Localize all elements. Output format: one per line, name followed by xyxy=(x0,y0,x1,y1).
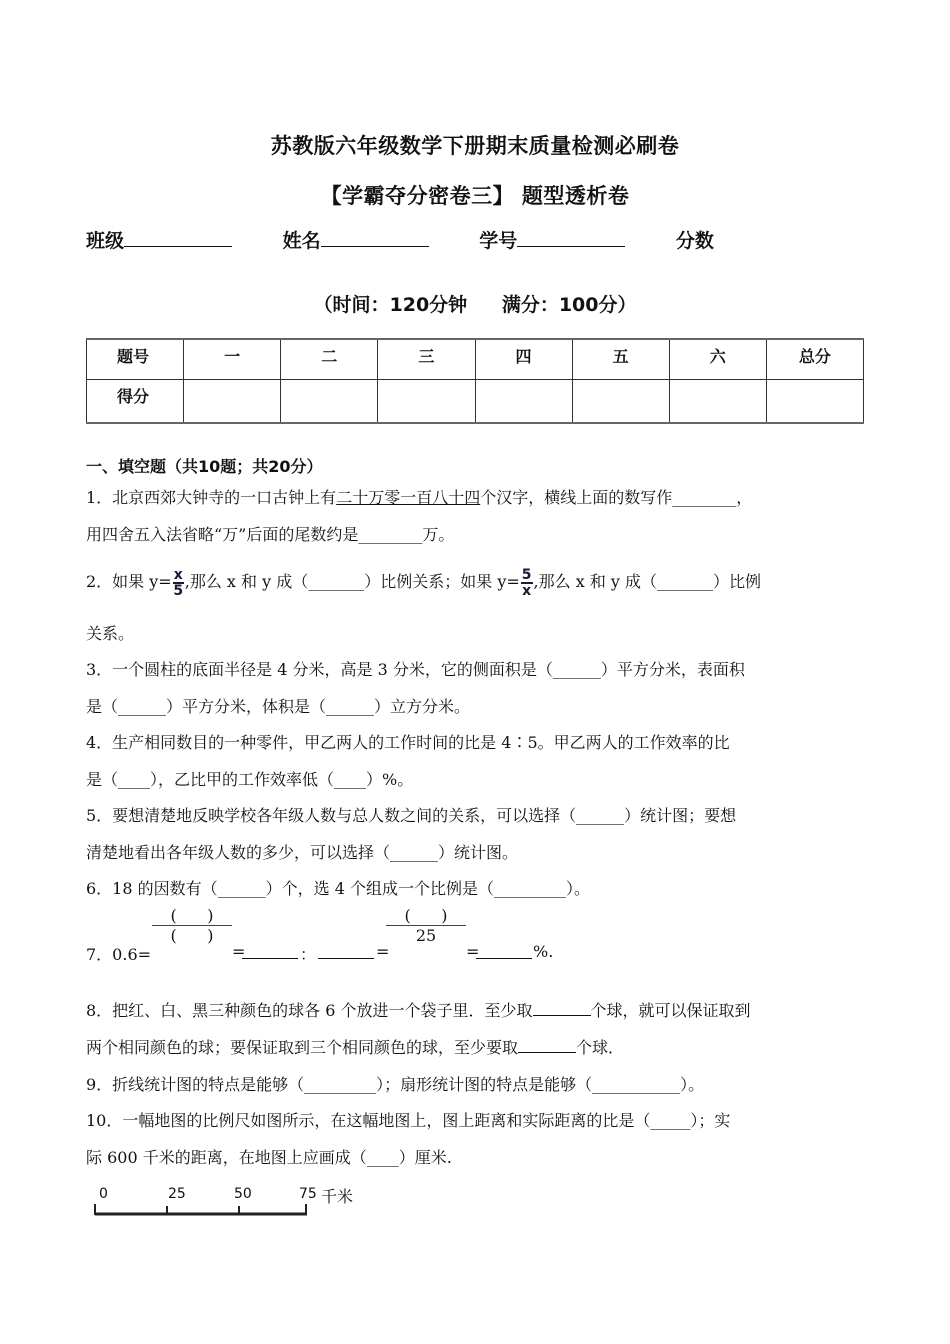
header-cell: 四 xyxy=(475,339,572,379)
question-10-line-2: 际 600 千米的距离，在地图上应画成（____）厘米. xyxy=(86,1148,452,1167)
q7-ratio-blank-2[interactable] xyxy=(318,944,374,959)
question-7-prefix: 7．0.6= xyxy=(86,945,152,964)
fraction-denominator: 5 xyxy=(173,582,184,599)
q8-blank-1[interactable] xyxy=(533,1001,591,1016)
score-table xyxy=(86,338,864,424)
q8-blank-2[interactable] xyxy=(518,1038,576,1053)
score-cell[interactable] xyxy=(766,379,863,423)
q1-text-2: 个汉字，横线上面的数写作________， xyxy=(480,488,753,507)
question-1-line-1 xyxy=(86,479,876,516)
header-cell: 一 xyxy=(184,339,281,379)
header-cell: 六 xyxy=(669,339,766,379)
fraction-x-over-5 xyxy=(173,568,184,598)
q7-frac2-denominator: 25 xyxy=(386,925,466,945)
fraction-denominator: x xyxy=(522,582,532,599)
scale-tick-25: 25 xyxy=(168,1186,186,1202)
fraction-5-over-x xyxy=(521,568,533,598)
q1-underlined-number: 二十万零一百八十四 xyxy=(336,488,481,507)
class-blank[interactable] xyxy=(124,228,232,247)
q7-frac1-denominator[interactable]: ( ) xyxy=(152,925,232,945)
score-row-label: 得分 xyxy=(87,379,184,423)
class-label: 班级 xyxy=(86,230,125,252)
question-5-line-2: 清楚地看出各年级人数的多少，可以选择（______）统计图。 xyxy=(86,843,519,862)
question-6-line-1: 6．18 的因数有（______）个，选 4 个组成一个比例是（_________）。 xyxy=(86,879,590,898)
question-5-line-1: 5．要想清楚地反映学校各年级人数与总人数之间的关系，可以选择（______）统计图；要想 xyxy=(86,806,737,825)
question-8-line-1 xyxy=(86,992,876,1029)
name-label: 姓名 xyxy=(282,230,321,252)
name-field[interactable] xyxy=(283,226,429,253)
class-field[interactable] xyxy=(86,226,232,253)
scale-tick-0: 0 xyxy=(99,1186,108,1202)
q7-fraction-1 xyxy=(152,906,232,945)
q7-ratio-blank-1[interactable] xyxy=(242,944,298,959)
fraction-numerator: x xyxy=(173,566,183,583)
time-limit: （时间：120分钟 xyxy=(313,294,468,316)
q1-text: 1．北京西郊大钟寺的一口古钟上有 xyxy=(86,488,337,507)
question-2-line-1 xyxy=(86,563,876,600)
fraction-numerator: 5 xyxy=(521,566,532,583)
exam-time-info xyxy=(0,290,950,317)
score-table-header-row xyxy=(87,339,864,379)
student-id-label: 学号 xyxy=(479,230,518,252)
q2-text-3: ,那么 x 和 y 成（_______）比例 xyxy=(533,572,762,591)
scale-tick-50: 50 xyxy=(234,1186,252,1202)
score-table-score-row xyxy=(87,379,864,423)
q8-text-4: 个球． xyxy=(576,1038,625,1057)
score-cell[interactable] xyxy=(378,379,475,423)
full-score: 满分：100分） xyxy=(501,294,637,316)
question-3-line-1: 3．一个圆柱的底面半径是 4 分米，高是 3 分米，它的侧面积是（______）平方分米，表面积 xyxy=(86,660,745,679)
question-9-line-1: 9．折线统计图的特点是能够（_________）；扇形统计图的特点是能够（___________）。 xyxy=(86,1075,705,1094)
question-3-line-2: 是（______）平方分米，体积是（______）立方分米。 xyxy=(86,697,471,716)
document-subtitle: 【学霸夺分密卷三】 题型透析卷 xyxy=(320,184,630,208)
header-cell: 总分 xyxy=(766,339,863,379)
question-2-line-2: 关系。 xyxy=(86,624,135,643)
section-heading: 一、填空题（共10题；共20分） xyxy=(86,457,323,476)
q8-text: 8．把红、白、黑三种颜色的球各 6 个放进一个袋子里．至少取 xyxy=(86,1001,533,1020)
q7-percent-blank[interactable] xyxy=(476,944,532,959)
q2-text: 2．如果 y= xyxy=(86,572,172,591)
q7-frac1-numerator[interactable]: ( ) xyxy=(170,906,214,925)
score-cell[interactable] xyxy=(572,379,669,423)
question-10-line-1: 10．一幅地图的比例尺如图所示，在这幅地图上，图上距离和实际距离的比是（_____）；实 xyxy=(86,1111,731,1130)
score-cell[interactable] xyxy=(475,379,572,423)
q7-colon: ： xyxy=(300,945,317,964)
question-1-line-2: 用四舍五入法省略“万”后面的尾数约是________万。 xyxy=(86,525,455,544)
header-cell: 二 xyxy=(281,339,378,379)
q7-fraction-2 xyxy=(386,906,466,945)
q8-text-3: 两个相同颜色的球；要保证取到三个相同颜色的球，至少要取 xyxy=(86,1038,519,1057)
q7-eq-3: = xyxy=(466,942,480,961)
score-cell[interactable] xyxy=(669,379,766,423)
score-cell[interactable] xyxy=(281,379,378,423)
q2-text-2: ,那么 x 和 y 成（_______）比例关系；如果 y= xyxy=(184,572,520,591)
student-info-row xyxy=(86,226,758,253)
header-cell: 五 xyxy=(572,339,669,379)
student-id-field[interactable] xyxy=(479,226,625,253)
document-title: 苏教版六年级数学下册期末质量检测必刷卷 xyxy=(270,134,680,158)
q8-text-2: 个球，就可以保证取到 xyxy=(590,1001,751,1020)
header-cell: 三 xyxy=(378,339,475,379)
q7-eq-2: = xyxy=(376,942,390,961)
question-4-line-2: 是（____），乙比甲的工作效率低（____）%。 xyxy=(86,770,414,789)
score-label: 分数 xyxy=(675,230,714,252)
student-id-blank[interactable] xyxy=(517,228,625,247)
scale-tick-75: 75 xyxy=(299,1186,317,1202)
q7-suffix: %. xyxy=(533,942,554,961)
q7-frac2-numerator[interactable]: ( ) xyxy=(404,906,448,925)
name-blank[interactable] xyxy=(321,228,429,247)
scale-unit: 千米 xyxy=(321,1187,354,1206)
score-cell[interactable] xyxy=(184,379,281,423)
header-cell: 题号 xyxy=(87,339,184,379)
question-4-line-1: 4．生产相同数目的一种零件，甲乙两人的工作时间的比是 4∶5。甲乙两人的工作效率的比 xyxy=(86,733,730,752)
score-field xyxy=(676,226,714,253)
map-scale-bar xyxy=(93,1184,393,1224)
question-8-line-2 xyxy=(86,1029,876,1066)
q7-eq-1: = xyxy=(232,942,246,961)
